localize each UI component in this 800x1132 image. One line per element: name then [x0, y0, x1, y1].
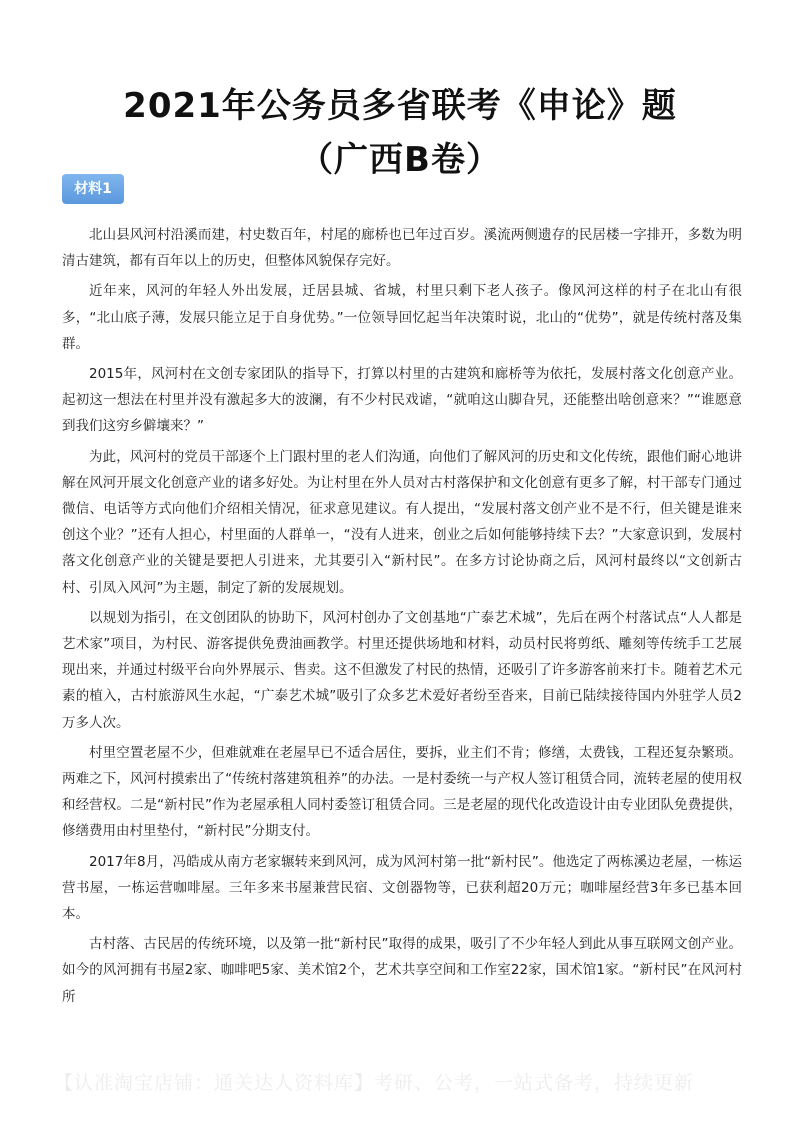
- paragraph: 为此，风河村的党员干部逐个上门跟村里的老人们沟通，向他们了解风河的历史和文化传统，跟他们耐心地讲解在风河开展文化创意产业的诸多好处。为让村里在外人员对古村落保护和文化创意有更多了解，村干部专门通过微信、电话等方式向他们介绍相关情况，征求意见建议。有人提出，“发展村落文创产业不是不行，但关键是谁来创这个业？”还有人担心，村里面的人群单一，“没有人进来，创业之后如何能够持续下去？”大家意识到，发展村落文化创意产业的关键是要把人引进来，尤其要引入“新村民”。在多方讨论协商之后，风河村最终以“文创新古村、引凤入风河”为主题，制定了新的发展规划。: [62, 448, 742, 596]
- material-section-badge: 材料1: [62, 174, 124, 204]
- material-body: [62, 222, 742, 1014]
- paragraph: 2017年8月，冯皓成从南方老家辗转来到风河，成为风河村第一批“新村民”。他选定了两栋溪边老屋，一栋运营书屋，一栋运营咖啡屋。三年多来书屋兼营民宿、文创器物等，已获利超20万元；咖啡屋经营3年多已基本回本。: [62, 853, 742, 923]
- watermark: 【认准淘宝店铺：通关达人资料库】考研、公考，一站式备考，持续更新: [54, 1072, 695, 1094]
- paragraph: 2015年，风河村在文创专家团队的指导下，打算以村里的古建筑和廊桥等为依托，发展村落文化创意产业。起初这一想法在村里并没有激起多大的波澜，有不少村民戏谑，“就咱这山脚旮旯，还能整出啥创意来？”“谁愿意到我们这穷乡僻壤来？”: [62, 366, 742, 435]
- paragraph: 北山县风河村沿溪而建，村史数百年，村尾的廊桥也已年过百岁。溪流两侧遗存的民居楼一字排开，多数为明清古建筑，都有百年以上的历史，但整体风貌保存完好。: [62, 227, 742, 270]
- paragraph: 近年来，风河的年轻人外出发展，迁居县城、省城，村里只剩下老人孩子。像风河这样的村子在北山有很多，“北山底子薄，发展只能立足于自身优势。”一位领导回忆起当年决策时说，北山的“优势”，就是传统村落及集群。: [62, 283, 742, 352]
- paragraph: 古村落、古民居的传统环境，以及第一批“新村民”取得的成果，吸引了不少年轻人到此从事互联网文创产业。如今的风河拥有书屋2家、咖啡吧5家、美术馆2个，艺术共享空间和工作室22家，国术馆1家。“新村民”在风河村所: [62, 936, 742, 1005]
- page-subtitle: （广西B卷）: [299, 140, 501, 180]
- page-title: 2021年公务员多省联考《申论》题: [123, 86, 677, 126]
- paragraph: 以规划为指引，在文创团队的协助下，风河村创办了文创基地“广泰艺术城”，先后在两个村落试点“人人都是艺术家”项目，为村民、游客提供免费油画教学。村里还提供场地和材料，动员村民将剪纸、雕刻等传统手工艺展现出来，并通过村级平台向外界展示、售卖。这不但激发了村民的热情，还吸引了许多游客前来打卡。随着艺术元素的植入，古村旅游风生水起，“广泰艺术城”吸引了众多艺术爱好者纷至沓来，目前已陆续接待国内外驻学人员2万多人次。: [62, 609, 742, 731]
- paragraph: 村里空置老屋不少，但难就难在老屋早已不适合居住，要拆，业主们不肯；修缮，太费钱，工程还复杂繁琐。两难之下，风河村摸索出了“传统村落建筑租养”的办法。一是村委统一与产权人签订租赁合同，流转老屋的使用权和经营权。二是“新村民”作为老屋承租人同村委签订租赁合同。三是老屋的现代化改造设计由专业团队免费提供，修缮费用由村里垫付，“新村民”分期支付。: [62, 744, 742, 840]
